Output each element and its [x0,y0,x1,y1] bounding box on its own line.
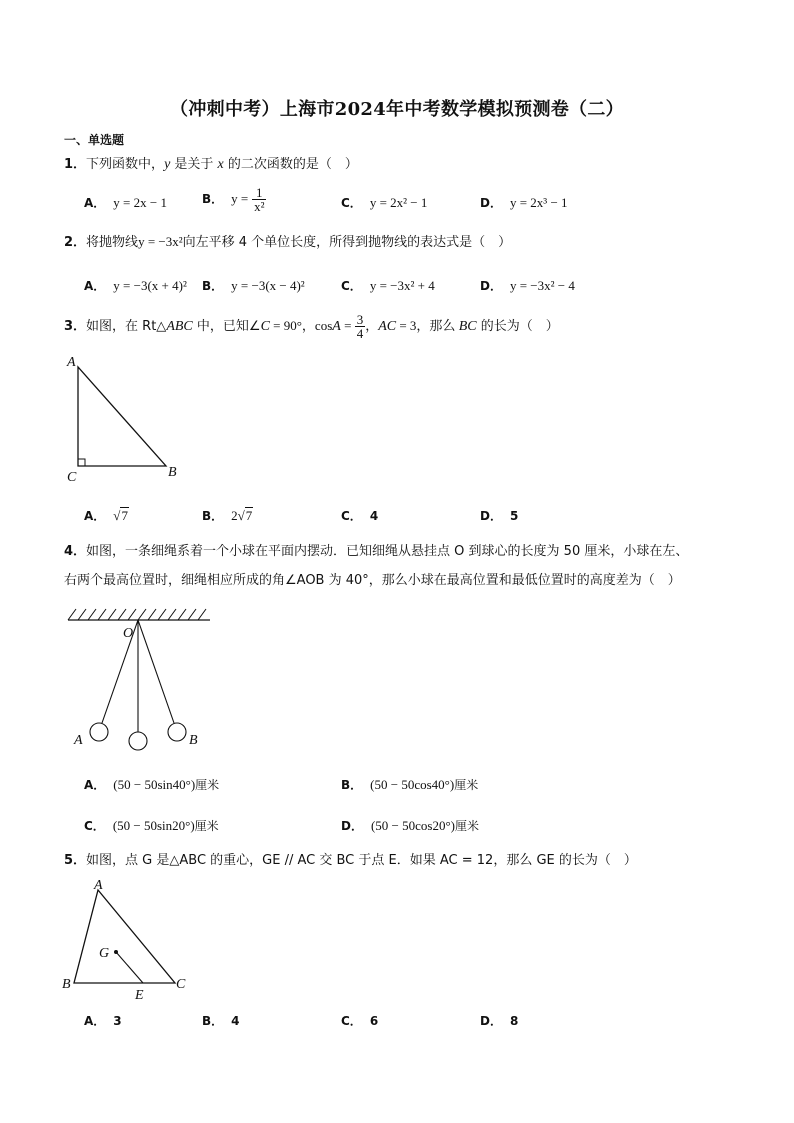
math-expr: y = −3x² [138,234,183,249]
option-label: B． [202,1014,224,1028]
option-label: D． [480,1014,502,1028]
math-var: A [332,319,341,334]
option-d[interactable] [480,507,518,524]
option-label: B． [202,192,224,206]
option-label: C． [341,279,362,293]
fraction [252,186,266,213]
option-label: D． [480,509,502,523]
question-text: 下列函数中， [86,157,165,172]
page-title: （冲刺中考）上海市2024年中考数学模拟预测卷（二） [170,99,624,120]
option-c[interactable] [341,507,378,524]
fraction-denominator: 4 [356,326,364,341]
option-value: 4 [231,1014,240,1028]
option-b[interactable] [202,277,305,294]
math-var: y [164,157,171,172]
vertex-label-c: C [67,470,77,484]
question-5 [64,851,637,871]
triangle-abc [74,890,175,983]
option-label: A． [84,279,106,293]
option-a[interactable] [84,277,187,294]
q3-triangle-figure [60,352,190,484]
option-expr: (50 − 50cos20°) [370,818,455,833]
option-unit: 厘米 [194,819,219,833]
option-label: B． [341,778,363,792]
option-value: 3 [113,1014,122,1028]
point-label-o: O [123,626,134,641]
fraction-numerator: 1 [252,186,266,200]
question-number: 3． [64,319,87,334]
fraction [355,313,366,340]
right-angle-mark [78,459,85,466]
ball-right [168,723,186,741]
option-d[interactable] [480,194,568,211]
question-text: 是关于 [170,157,218,172]
question-1 [64,155,358,175]
option-b[interactable] [202,1012,240,1029]
vertex-label-a: A [67,355,76,370]
question-number: 1． [64,157,87,172]
fraction-denominator: x² [254,199,265,214]
triangle-abc [78,367,166,466]
option-c[interactable] [341,1012,378,1029]
option-expr: y = −3x² − 4 [509,278,575,293]
vertex-label-a: A [94,878,103,893]
point-label-b: B [189,733,198,748]
question-text: 如图，在 Rt△ [86,319,167,334]
option-d[interactable] [480,277,575,294]
question-number: 4． [64,544,87,559]
math-var: C [260,319,270,334]
q5-triangle-figure [60,875,200,1003]
q4-pendulum-figure [60,605,220,755]
option-a[interactable] [84,776,219,793]
question-4 [64,542,688,562]
option-value: 5 [509,509,519,523]
option-label: D． [480,279,502,293]
point-label-a: A [74,733,83,748]
math-var: BC [458,319,477,334]
radicand: 7 [121,508,128,523]
option-c[interactable] [341,277,435,294]
question-text: 的二次函数的是（ ） [223,157,358,172]
option-b[interactable]: B． 2√7 [202,508,253,523]
question-text: 如图，点 G 是△ABC 的重心，GE // AC 交 BC 于点 E．如果 AC = 12，那么 GE 的长为（ ） [86,853,637,868]
ball-left [90,723,108,741]
vertex-label-b: B [168,465,177,480]
question-number: 2． [64,235,87,250]
question-3 [64,313,559,340]
option-expr: y = −3(x − 4)² [231,278,305,293]
option-label: A． [84,196,106,210]
option-label: C． [341,509,362,523]
question-4-line-2: 右两个最高位置时，细绳相应所成的角∠AOB 为 40°，那么小球在最高位置和最低位置时的高度差为（ ） [64,573,681,588]
option-expr: y = 2x − 1 [113,195,167,210]
option-label: B． [202,279,224,293]
option-expr: 2 [231,508,238,523]
option-expr: y = 2x³ − 1 [509,195,568,210]
option-label: A． [84,509,106,523]
math-var: AC [378,319,397,334]
ball-bottom [129,732,147,750]
option-label: D． [341,819,363,833]
question-text: ， [365,319,379,334]
ceiling-hatching [68,609,206,620]
radicand: 7 [245,508,253,523]
option-a[interactable] [84,1012,122,1029]
option-value: 8 [509,1014,519,1028]
option-value: 4 [369,509,379,523]
option-label: D． [480,196,502,210]
segment-ge [116,952,143,983]
option-expr: y = 2x² − 1 [369,195,428,210]
option-a[interactable]: A． √7 [84,508,128,523]
centroid-dot [114,950,118,954]
question-2 [64,232,511,253]
option-unit: 厘米 [455,819,480,833]
math-expr: = 90°，cos [269,318,333,333]
option-expr: (50 − 50sin40°) [113,777,196,792]
option-c[interactable] [84,817,219,834]
question-text: 中，已知∠ [192,319,261,334]
option-expr: y = [231,191,249,206]
option-label: B． [202,509,224,523]
option-b[interactable] [202,186,266,213]
option-label: C． [84,819,105,833]
option-value: 6 [369,1014,379,1028]
option-expr: (50 − 50cos40°) [370,777,455,792]
point-label-e: E [135,988,144,1003]
option-label: C． [341,196,362,210]
option-expr: y = −3x² + 4 [369,278,435,293]
question-number: 5． [64,853,87,868]
option-label: C． [341,1014,362,1028]
vertex-label-c: C [176,977,186,992]
option-b[interactable] [341,776,478,793]
math-var: ABC [166,319,193,334]
question-text: 将抛物线 [86,235,139,250]
string-right [138,620,174,723]
section-heading: 一、单选题 [64,133,125,147]
option-expr: y = −3(x + 4)² [113,278,187,293]
option-label: A． [84,1014,106,1028]
point-label-g: G [99,946,110,961]
option-label: A． [84,778,106,792]
math-var: x [217,157,224,172]
question-text: 向左平移 4 个单位长度，所得到抛物线的表达式是（ ） [182,235,512,250]
question-text: 的长为（ ） [476,319,559,334]
option-c[interactable] [341,194,427,211]
option-d[interactable] [341,817,479,834]
math-expr: = [340,318,355,333]
vertex-label-b: B [62,977,71,992]
option-unit: 厘米 [195,778,220,792]
option-d[interactable] [480,1012,518,1029]
math-expr: = 3，那么 [396,318,459,333]
fraction-numerator: 3 [356,312,364,327]
option-a[interactable] [84,194,167,211]
option-unit: 厘米 [454,778,479,792]
option-expr: (50 − 50sin20°) [112,818,195,833]
question-text: 如图，一条细绳系着一个小球在平面内摆动．已知细绳从悬挂点 O 到球心的长度为 50 厘米，小球在左、 [86,544,689,559]
